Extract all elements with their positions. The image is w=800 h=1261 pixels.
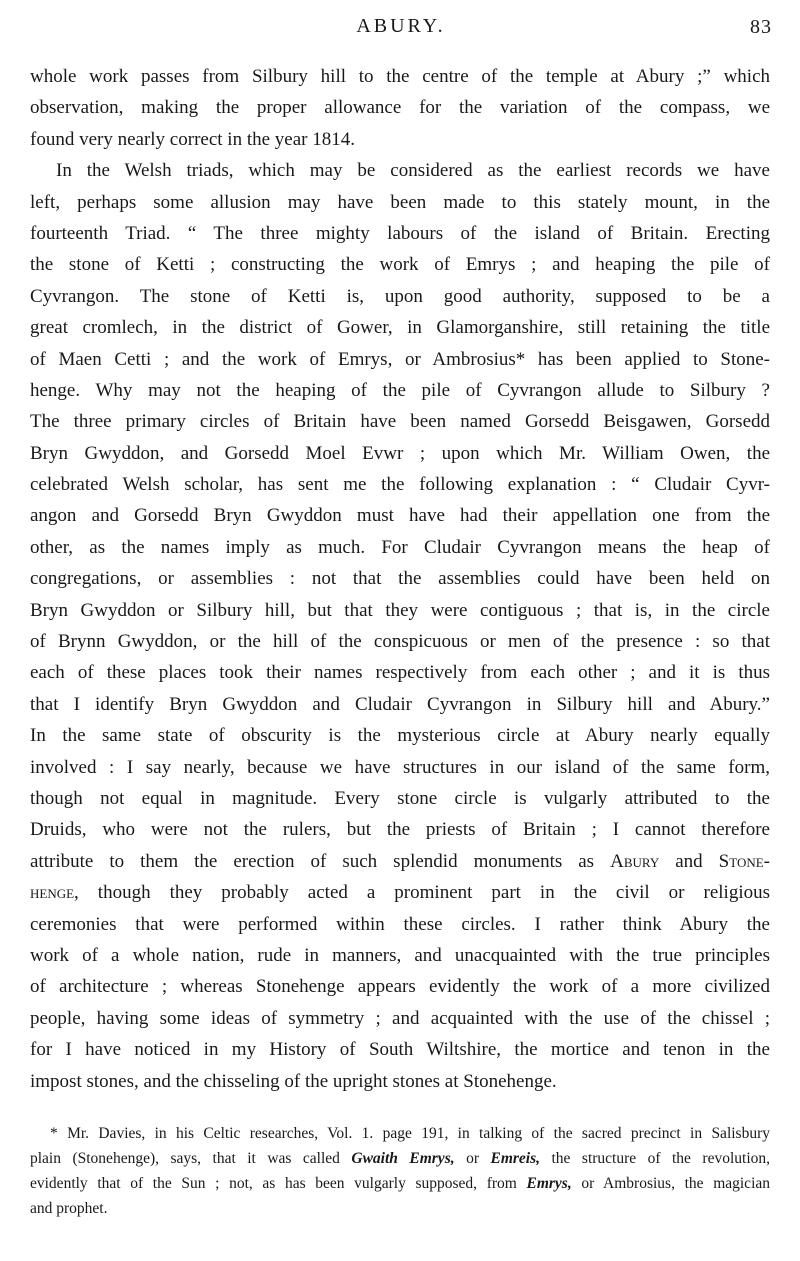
- text-line: Druids, who were not the rulers, but the priests of Britain ; I cannot therefore: [30, 819, 770, 841]
- text-line: found very nearly correct in the year 1814.: [30, 128, 355, 150]
- text-line: though not equal in magnitude. Every stone circle is vulgarly attributed to the: [30, 787, 770, 809]
- text-line: attribute to them the erection of such splendid monuments as Abury and Stone-: [30, 850, 770, 872]
- footnote-line: plain (Stonehenge), says, that it was called Gwaith Emrys, or Emreis, the structure of the revolution,: [30, 1150, 770, 1167]
- text-line: of Brynn Gwyddon, or the hill of the conspicuous or men of the presence : so that: [30, 631, 770, 653]
- running-title: ABURY.: [356, 15, 446, 37]
- text-line: involved : I say nearly, because we have structures in our island of the same form,: [30, 756, 770, 778]
- body-text: [30, 61, 770, 1097]
- text-line: impost stones, and the chisseling of the upright stones at Stonehenge.: [30, 1070, 557, 1092]
- text-line: henge, though they probably acted a prominent part in the civil or religious: [30, 882, 770, 904]
- text-line: congregations, or assemblies : not that the assemblies could have been held on: [30, 568, 770, 590]
- text-line: other, as the names imply as much. For Cludair Cyvrangon means the heap of: [30, 536, 770, 558]
- text-line: The three primary circles of Britain have been named Gorsedd Beisgawen, Gorsedd: [30, 411, 770, 433]
- text-line: Bryn Gwyddon or Silbury hill, but that they were contiguous ; that is, in the circle: [30, 599, 770, 621]
- text-line: angon and Gorsedd Bryn Gwyddon must have had their appellation one from the: [30, 505, 770, 527]
- page-number: 83: [750, 16, 772, 38]
- text-line: the stone of Ketti ; constructing the work of Emrys ; and heaping the pile of: [30, 254, 770, 276]
- text-line: that I identify Bryn Gwyddon and Cludair Cyvrangon in Silbury hill and Abury.”: [30, 693, 770, 715]
- text-line: work of a whole nation, rude in manners, and unacquainted with the true principles: [30, 944, 770, 966]
- text-line: of Maen Cetti ; and the work of Emrys, or Ambrosius* has been applied to Stone-: [30, 348, 770, 370]
- footnote-line: evidently that of the Sun ; not, as has been vulgarly supposed, from Emrys, or Ambrosius, the magician: [30, 1175, 770, 1192]
- text-line: people, having some ideas of symmetry ; and acquainted with the use of the chissel ;: [30, 1007, 770, 1029]
- text-line: In the same state of obscurity is the mysterious circle at Abury nearly equally: [30, 725, 770, 747]
- text-line: Bryn Gwyddon, and Gorsedd Moel Evwr ; upon which Mr. William Owen, the: [30, 442, 770, 464]
- text-line: for I have noticed in my History of South Wiltshire, the mortice and tenon in the: [30, 1039, 770, 1061]
- text-line: left, perhaps some allusion may have been made to this stately mount, in the: [30, 191, 770, 213]
- footnote-line: * Mr. Davies, in his Celtic researches, Vol. 1. page 191, in talking of the sacred precinct in Salisbury: [50, 1125, 770, 1142]
- text-line: great cromlech, in the district of Gower, in Glamorganshire, still retaining the title: [30, 317, 770, 339]
- text-line: Cyvrangon. The stone of Ketti is, upon good authority, supposed to be a: [30, 285, 770, 307]
- page-header: [30, 15, 772, 41]
- text-line: In the Welsh triads, which may be considered as the earliest records we have: [56, 160, 770, 182]
- footnote: [30, 1121, 770, 1221]
- text-line: henge. Why may not the heaping of the pile of Cyvrangon allude to Silbury ?: [30, 379, 770, 401]
- text-line: whole work passes from Silbury hill to the centre of the temple at Abury ;” which: [30, 66, 770, 87]
- footnote-line: and prophet.: [30, 1200, 108, 1217]
- text-line: each of these places took their names respectively from each other ; and it is thus: [30, 662, 770, 684]
- text-line: ceremonies that were performed within these circles. I rather think Abury the: [30, 913, 770, 935]
- text-line: observation, making the proper allowance for the variation of the compass, we: [30, 97, 770, 119]
- text-line: fourteenth Triad. “ The three mighty labours of the island of Britain. Erecting: [30, 222, 770, 244]
- text-line: celebrated Welsh scholar, has sent me the following explanation : “ Cludair Cyvr-: [30, 474, 770, 496]
- text-line: of architecture ; whereas Stonehenge appears evidently the work of a more civilized: [30, 976, 770, 998]
